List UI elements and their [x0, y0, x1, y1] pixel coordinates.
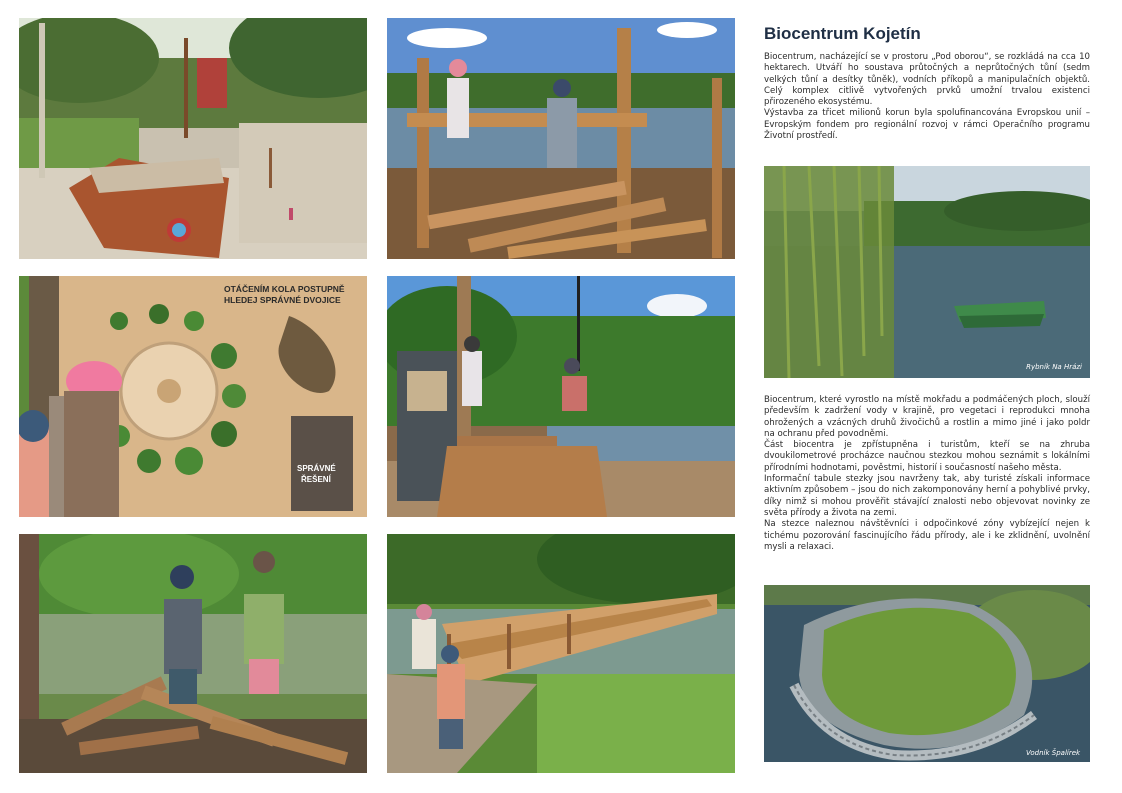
body-paragraph-1: Biocentrum, které vyrostlo na místě mokřadu a podmáčených ploch, slouží především k zadržení vody v krajině, pro vegetaci i reprodukci mnoha ohrožených a vzácných druhů živočichů a rostlin a mimo jiné i jako poldr na ochranu před povodněmi. — [764, 395, 1090, 439]
photo-rope-swing — [387, 276, 735, 517]
board-card-line1: SPRÁVNÉ — [297, 464, 336, 473]
photo-spalirek-aerial — [764, 585, 1090, 762]
body-paragraph-3: Informační tabule stezky jsou navrženy tak, aby turisté získali informace aktivním způsobem – jsou do nich zakomponovány herní a pohyblivé prvky, díky nimž si mohou prověřit stávající znalosti nebo objevovat novinky ze světa přírody a života na zemi. — [764, 474, 1090, 518]
page-title: Biocentrum Kojetín — [764, 24, 921, 43]
intro-paragraph-2: Výstavba za třicet milionů korun byla spolufinancována Evropskou unií – Evropským fondem pro regionální rozvoj v rámci Operačního programu Životní prostředí. — [764, 108, 1090, 142]
caption-pond: Rybník Na Hrázi — [1026, 363, 1082, 371]
photo-kids-logs-pond — [19, 534, 367, 773]
intro-paragraph-1: Biocentrum, nacházející se v prostoru „Pod oborou“, se rozkládá na cca 10 hektarech. Utváří ho soustava průtočných a neprůtočných tůní (sedm velkých tůní a desítky tůněk), vodních příkopů a manipulačních objektů. Celý komplex citlivě vytvořených prvků umožní trvalou existenci přirozeného ekosystému. — [764, 52, 1090, 108]
caption-spalirek: Vodník Špalírek — [1026, 749, 1081, 757]
board-card-line2: ŘEŠENÍ — [301, 475, 331, 484]
board-heading-line1: OTÁČENÍM KOLA POSTUPNĚ — [224, 284, 345, 294]
body-text — [764, 395, 1090, 553]
photo-log-climbing — [387, 18, 735, 259]
photo-wooden-bridge — [387, 534, 735, 773]
photo-ship-playground — [19, 18, 367, 259]
body-paragraph-4: Na stezce naleznou návštěvníci i odpočinkové zóny vybízející nejen k tichému pozorování fascinujícího řádu přírody, ale i ke zklidnění, uvolnění mysli a relaxaci. — [764, 519, 1090, 552]
board-heading-line2: HLEDEJ SPRÁVNÉ DVOJICE — [224, 295, 341, 305]
photo-pond-boat — [764, 166, 1090, 378]
intro-text — [764, 52, 1090, 142]
photo-info-board-wheel — [19, 276, 367, 517]
body-paragraph-2: Část biocentra je zpřístupněna i turistům, kteří se na zhruba dvoukilometrové procházce naučnou stezkou mohou seznámit s lokálními přírodními hodnotami, pověstmi, historií i současností našeho města. — [764, 440, 1090, 473]
